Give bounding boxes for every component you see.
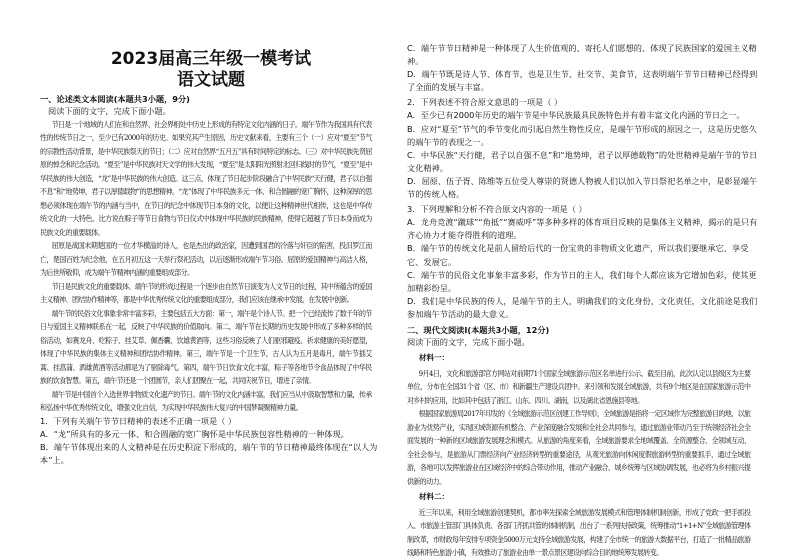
section2-heading: 二、现代文阅读Ⅰ(本题共3小题，12分) [407, 324, 550, 335]
section1-heading: 一、论述类文本阅读(本题共3小题，9分) [40, 94, 190, 104]
question-3-option-b: B．端午节的传统文化是前人留给后代的一份宝贵的非物质文化遗产，所以我们要继承它、享受它、发展它。 [407, 243, 749, 267]
question-1-option-a: A．“龙”所具有的多元一体、和合圆融的宽广胸怀是中华民族包容性精神的一种体现。 [40, 428, 349, 439]
question-2-option-d: D．屈原、伍子胥、陈维等五位受人尊崇的贤德人物被人们以加入节日祭祀名单之中，是彰显端午节的传统人格。 [407, 175, 758, 200]
section1-instruction: 阅读下面的文字，完成下面小题。 [48, 106, 171, 117]
question-3-option-d: D．我们是中华民族的传人，是端午节的主人，明确我们的文化身份，文化责任，文化前途是我们参加端午节活动的最大意义。 [407, 295, 758, 319]
right-column [407, 42, 761, 560]
passage-paragraph: 屈原是战国末期楚国的一位才华横溢的诗人，也是杰出的政治家，因遭到国君的冷落与奸臣的陷害，投汨罗江而亡，楚国百姓为纪念他，在五月初五这一天举行祭祀活动，以后逐渐形成端午节习俗。屈原的爱国精神与高洁人格，为后世所敬仰，成为端午节精神内涵的重要组成部分。 [40, 241, 372, 278]
question-3-option-a: A．龙舟竞渡“蹴球”“角抵”“赛威呼”等多种多样的体育项目反映的是集体主义精神，揭示的是只有齐心协力才能夺得胜利的道理。 [407, 217, 758, 241]
passage-paragraph: 节日是一个地域的人们在和自然界、社会界相处中历史上形成的有特定文化内涵的日子。端午节作为我国具有代表性的传统节日之一，至少已有2000年的历史。如果究其产生原因，历史文献来看，主要有三个（一）应对“夏至”节气的宗教性活动背景，是中华民族祭天的节日；（二）应对自然界“五月五”具有时间特定的标志。（三）对中华民族先贤屈原的悼念和纪念活动。“夏至”是中华民族对天文学的伟大发现，“夏至”是太阳阳光照射北回归线时的节气，“夏至”是中华民族的伟大创造，“龙”是中华民族的伟大创造。这三点，体现了节日起步阶段融合了中华民族“天行健，君子以自强不息”和“地势坤，君子以厚德载物”的思想精神。“龙”体现了中华民族多元一体、和合圆融的宽广胸怀，这种深厚的思想必须体现在端午节的内涵与当中，在节日的纪念中体现节日本身的文化，以便让这种精神世代相传，这也是中华传统文化的一大特色。比方说在粽子等节日食物与节日仪式中体现中华民族的民族精神，使得它超越了节日本身而成为民族文化的重要载体。 [40, 119, 372, 237]
material-2-paragraph: 近三年以来，利用全域旅游创建契机，都市率先探索全域旅游发展模式和管理体制机制创新，形成了党政一把手抓投入、市旅游主管部门具体负责、各部门齐抓共管的体制机制，出台了一系列扶持政策，统筹推动“1+1+N”全域旅游管理体制改革，市财政每年安排专项资金5000万元支持全域旅游发展，构建了全市统一的旅游大数据平台，打造了一批精品旅游线路和特色旅游小镇，有效推动了旅游业由单一景点景区建设向综合目的地统筹发展转变。 [407, 507, 751, 558]
passage-paragraph: 节日是民族文化的重要载体。端午节的形成过程是一个逐步由自然节日演变为人文节日的过程，其中所蕴含的爱国主义精神、团结协作精神等，都是中华优秀传统文化的重要组成部分，我们应该在继承中发展，在发展中创新。 [40, 281, 372, 305]
material-1-label: 材料一： [419, 353, 449, 363]
exam-title: 2023届高三年级一模考试 [110, 49, 312, 69]
question-2-option-a: A．至少已有2000年历史的端午节是中华民族最具民族特色并有着丰富文化内涵的节日之一。 [407, 110, 745, 121]
question-3-option-c: C．端午节的民俗文化事象丰富多彩，作为节日的主人，我们每个人都应该为它增加色彩，使其更加精彩纷呈。 [407, 269, 757, 293]
question-2-option-b: B．应对“夏至”节气的季节变化而引起自然生物性反应，是端午节形成的原因之一，这是历史悠久的端午节的表现之一。 [407, 123, 757, 147]
material-1-paragraph: 9月4日，文化和旅游部官方网站对前期71个国家全域旅游示范区名单进行公示。截至目前，此次认定以县级区为主要单位，分布在全国31个省（区、市）和新疆生产建设兵团中。来引领和发展全域旅游，共有9个地区是在国家旅游示范中对乡村的应用，比如其中包括了浙江、山东、四川、湖南，以及湖北省恩施县等地。 [407, 368, 751, 405]
question-1-stem: 1．下列有关端午节节日精神的表述不正确一项是（ ） [40, 415, 237, 426]
question-1-option-b: B．端午节体现出来的人文精神是在历史积淀下形成的，端午节的节日精神最终体现在“以人为本”上。 [40, 441, 378, 465]
passage-paragraph: 端午节是中国首个入选世界非物质文化遗产的节日。端午节的文化内涵丰富，我们应当从中汲取智慧和力量，传承和弘扬中华优秀传统文化，增强文化自信，为实现中华民族伟大复兴的中国梦凝聚精神力量。 [40, 389, 372, 413]
question-1-option-c: C．端午节节日精神是一种体现了人生价值观的、寄托人们愿想的、体现了民族国家的爱国主义精神。 [407, 43, 757, 67]
question-2-option-c: C．中华民族“天行健，君子以自强不息”和“地势坤，君子以厚德载物”的处世精神是端午节的节日文化精神。 [407, 149, 758, 173]
exam-subtitle: 语文试题 [177, 70, 245, 90]
left-column [40, 0, 382, 467]
material-1-paragraph: 根据国家旅游局2017年印发的《全域旅游示范区创建工作导则》，全域旅游是指将一定区域作为完整旅游目的地，以旅游业为优势产业，实现区域资源有机整合、产业深度融合发展和全社会共同参与，通过旅游业带动乃至于统领经济社会全面发展的一种新的区域旅游发展理念和模式。从旅游的角度来看，全域旅游要求全地域覆盖、全资源整合、全领域互动、全社会参与，是旅游从门票经济向产业经济转型的重要途径，从观光旅游向休闲度假旅游转型的重要抓手，通过全域旅游，各地可以发挥旅游业在区域经济中的综合带动作用，推动产业融合、城乡统筹与区域协调发展，也必将为乡村振兴提供新的动力。 [407, 409, 751, 486]
question-3-stem: 3．下列理解和分析不符合原文内容的一项是（ ） [407, 204, 587, 215]
section2-instruction: 阅读下面的文字，完成下面小题。 [407, 337, 530, 348]
question-2-stem: 2．下列表述不符合原文意思的一项是（ ） [407, 97, 563, 108]
passage-paragraph: 端午节的民俗文化事象非常丰富多彩，主要包括五大方面：第一，端午是个诗人节。把一个已经流传了数千年的节日与爱国主义精神联系在一起，反映了中华民族的价值取向。第二，端午节在长期的历史发展中形成了多种多样的民俗活动，如赛龙舟、吃粽子、挂艾草、佩香囊、饮雄黄酒等，这些习俗反映了人们驱邪避疫、祈求健康的美好愿望，体现了中华民族的集体主义精神和团结协作精神。第三，端午节是一个卫生节，古人认为五月是毒月，端午节插艾蒿、挂菖蒲、洒雄黄酒等活动都是为了驱除毒气。第四，端午节日饮食文化丰富，粽子等各地节令食品体现了中华民族的饮食智慧。第五，端午节还是一个团圆节，亲人们团聚在一起，共同庆祝节日，增进了亲情。 [40, 308, 372, 386]
material-2-label: 材料二： [419, 492, 449, 502]
question-1-option-d: D．端午节既是诗人节、体育节，也是卫生节、社交节、美食节，这表明端午节节日精神已经得到了全面的发展与丰富。 [407, 69, 758, 93]
